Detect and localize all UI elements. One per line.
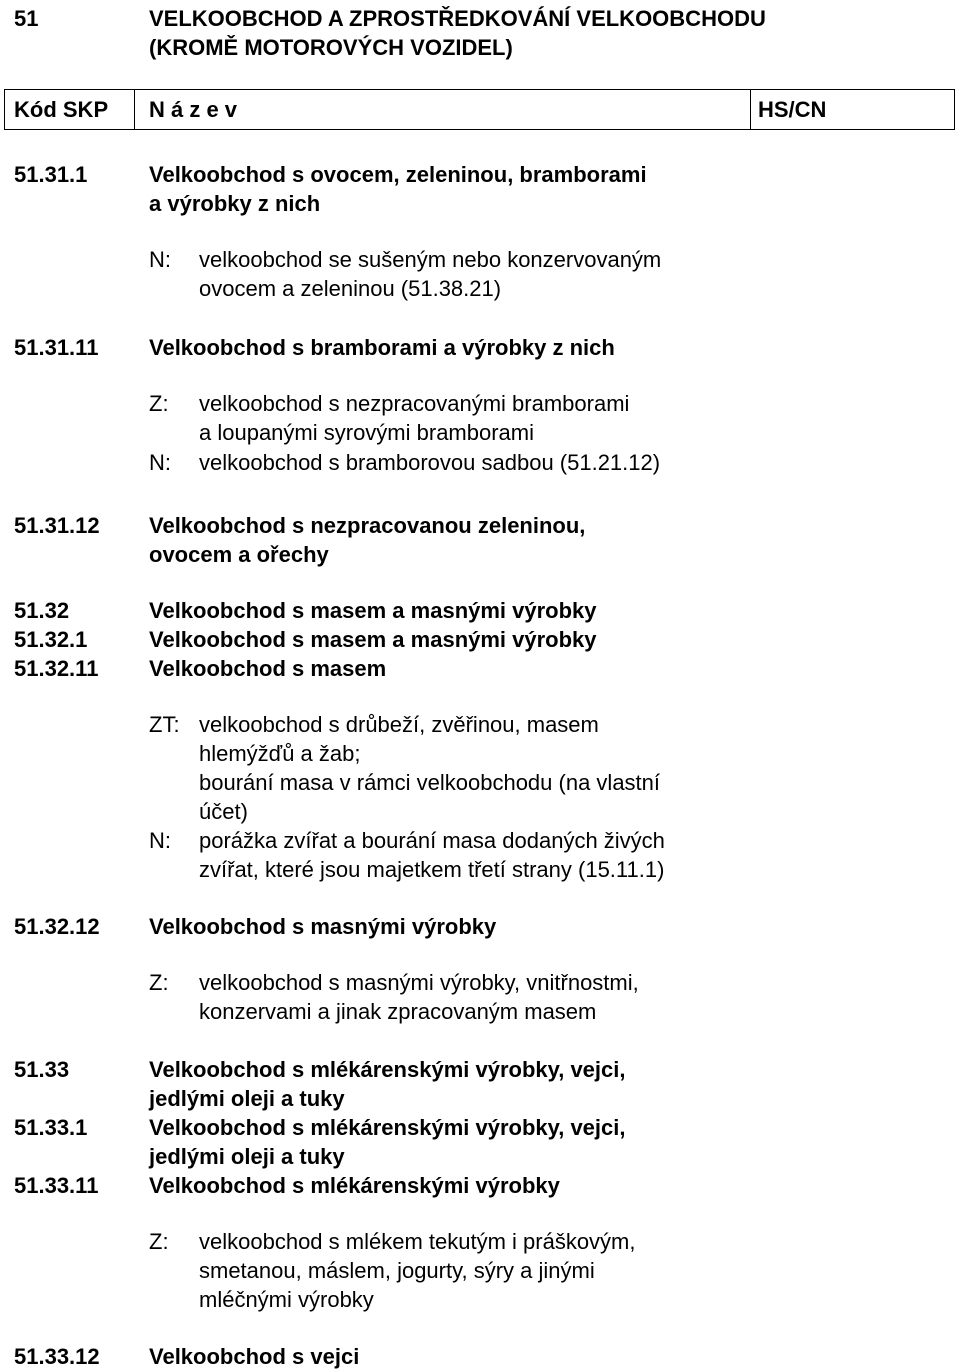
note-marker: ZT:	[149, 712, 180, 737]
column-divider	[750, 90, 751, 129]
entry-title-line: Velkoobchod s masnými výrobky	[149, 914, 497, 939]
note-text	[199, 245, 661, 303]
section-title-line: (KROMĚ MOTOROVÝCH VOZIDEL)	[149, 35, 513, 60]
note-text	[199, 389, 629, 447]
entry-title-line: Velkoobchod s bramborami a výrobky z nich	[149, 335, 615, 360]
column-header-name: N á z e v	[149, 97, 238, 122]
note-text	[199, 826, 665, 884]
entry-title-line: Velkoobchod s vejci	[149, 1344, 360, 1369]
entry-title	[149, 333, 615, 362]
entry-title-line: Velkoobchod s mlékárenskými výrobky, vejci,	[149, 1115, 626, 1140]
entry-code: 51.32.12	[14, 914, 100, 939]
section-code: 51	[14, 6, 39, 31]
entry-code: 51.33.1	[14, 1115, 88, 1140]
note-text-line: hlemýžďů a žab;	[199, 741, 361, 766]
section-title-line: VELKOOBCHOD A ZPROSTŘEDKOVÁNÍ VELKOOBCHODU	[149, 6, 766, 31]
entry-title-line: Velkoobchod s nezpracovanou zeleninou,	[149, 513, 586, 538]
note-text-line: porážka zvířat a bourání masa dodaných živých	[199, 828, 665, 853]
note-text	[199, 1227, 636, 1314]
note-text-line: velkoobchod s nezpracovanými bramborami	[199, 391, 630, 416]
note-marker: N:	[149, 828, 171, 853]
entry-title	[149, 1171, 560, 1200]
entry-title-line: Velkoobchod s masem a masnými výrobky	[149, 598, 597, 623]
note-text	[199, 968, 639, 1026]
entry-title	[149, 1342, 359, 1371]
entry-code: 51.32.1	[14, 627, 88, 652]
entry-title	[149, 1055, 626, 1113]
note-text-line: velkoobchod s drůbeží, zvěřinou, masem	[199, 712, 599, 737]
entry-code: 51.31.1	[14, 162, 88, 187]
entry-title	[149, 912, 496, 941]
note-text-line: smetanou, máslem, jogurty, sýry a jinými	[199, 1258, 595, 1283]
entry-code: 51.32.11	[14, 656, 99, 681]
column-header-hs: HS/CN	[758, 97, 827, 122]
note-text-line: konzervami a jinak zpracovaným masem	[199, 999, 597, 1024]
entry-code: 51.33	[14, 1057, 70, 1082]
note-text-line: účet)	[199, 799, 248, 824]
note-text-line: ovocem a zeleninou (51.38.21)	[199, 276, 502, 301]
note-marker: Z:	[149, 391, 169, 416]
entry-title	[149, 596, 597, 625]
note-text-line: velkoobchod se sušeným nebo konzervovaným	[199, 247, 662, 272]
note-marker: Z:	[149, 970, 169, 995]
entry-title-line: jedlými oleji a tuky	[149, 1086, 345, 1111]
entry-code: 51.32	[14, 598, 70, 623]
column-header-code: Kód SKP	[14, 97, 109, 122]
note-text-line: velkoobchod s bramborovou sadbou (51.21.12)	[199, 450, 661, 475]
entry-title-line: Velkoobchod s mlékárenskými výrobky, vejci,	[149, 1057, 626, 1082]
note-text-line: velkoobchod s masnými výrobky, vnitřnostmi,	[199, 970, 639, 995]
table-header	[4, 89, 955, 130]
column-divider	[134, 90, 135, 129]
note-marker: N:	[149, 450, 171, 475]
note-text	[199, 448, 660, 477]
note-marker: Z:	[149, 1229, 169, 1254]
entry-title-line: Velkoobchod s masem	[149, 656, 387, 681]
entry-title	[149, 1113, 626, 1171]
entry-code: 51.33.12	[14, 1344, 100, 1369]
entry-title	[149, 654, 386, 683]
entry-title	[149, 511, 585, 569]
entry-title	[149, 160, 647, 218]
note-text-line: mléčnými výrobky	[199, 1287, 374, 1312]
note-text-line: bourání masa v rámci velkoobchodu (na vlastní	[199, 770, 661, 795]
entry-title-line: Velkoobchod s masem a masnými výrobky	[149, 627, 597, 652]
section-title	[149, 4, 766, 62]
entry-title-line: Velkoobchod s ovocem, zeleninou, bramborami	[149, 162, 647, 187]
entry-title-line: jedlými oleji a tuky	[149, 1144, 345, 1169]
entry-title-line: a výrobky z nich	[149, 191, 321, 216]
entry-title	[149, 625, 597, 654]
entry-code: 51.33.11	[14, 1173, 99, 1198]
entry-code: 51.31.11	[14, 335, 99, 360]
note-text	[199, 710, 660, 826]
note-text-line: a loupanými syrovými bramborami	[199, 420, 534, 445]
entry-code: 51.31.12	[14, 513, 100, 538]
entry-title-line: ovocem a ořechy	[149, 542, 329, 567]
entry-title-line: Velkoobchod s mlékárenskými výrobky	[149, 1173, 560, 1198]
note-text-line: zvířat, které jsou majetkem třetí strany (15.11.1)	[199, 857, 665, 882]
note-marker: N:	[149, 247, 171, 272]
note-text-line: velkoobchod s mlékem tekutým i práškovým,	[199, 1229, 636, 1254]
